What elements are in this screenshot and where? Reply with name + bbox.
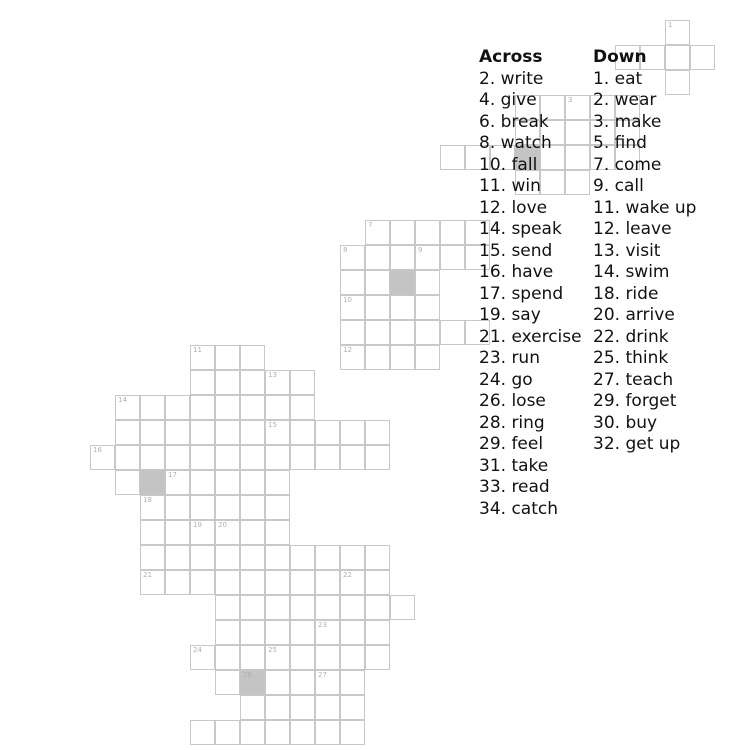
grid-cell[interactable]	[240, 545, 265, 570]
grid-cell[interactable]	[665, 20, 690, 45]
grid-cell[interactable]	[390, 245, 415, 270]
across-clue: 11. win	[479, 176, 541, 196]
cell-number: 3	[568, 96, 573, 104]
grid-cell[interactable]	[215, 470, 240, 495]
grid-cell[interactable]	[365, 420, 390, 445]
across-clue: 4. give	[479, 90, 537, 110]
grid-cell[interactable]	[265, 620, 290, 645]
grid-cell[interactable]	[265, 445, 290, 470]
grid-cell[interactable]	[290, 595, 315, 620]
down-clue: 12. leave	[593, 219, 672, 239]
down-clue: 27. teach	[593, 369, 674, 390]
grid-cell[interactable]	[340, 420, 365, 445]
cell-number: 11	[193, 346, 202, 354]
grid-cell[interactable]	[115, 470, 140, 495]
across-clue: 33. read	[479, 477, 550, 497]
down-clue: 13. visit	[593, 240, 661, 261]
down-clue: 25. think	[593, 348, 669, 368]
grid-cell[interactable]	[265, 695, 290, 720]
grid-cell[interactable]	[165, 470, 190, 495]
grid-cell[interactable]	[165, 570, 190, 595]
grid-cell[interactable]	[365, 570, 390, 595]
grid-cell[interactable]	[340, 445, 365, 470]
grid-cell[interactable]	[440, 320, 465, 345]
grid-cell[interactable]	[165, 545, 190, 570]
grid-cell[interactable]	[290, 720, 315, 745]
grid-cell[interactable]	[215, 445, 240, 470]
cell-number: 1	[668, 21, 673, 29]
cell-number: 15	[268, 421, 277, 429]
grid-cell[interactable]	[415, 320, 440, 345]
grid-cell[interactable]	[390, 595, 415, 620]
grid-cell[interactable]	[240, 520, 265, 545]
grid-cell[interactable]	[365, 270, 390, 295]
grid-cell[interactable]	[390, 320, 415, 345]
grid-cell[interactable]	[315, 445, 340, 470]
grid-cell[interactable]	[340, 720, 365, 745]
across-clue: 16. have	[479, 262, 554, 282]
grid-cell[interactable]	[340, 545, 365, 570]
across-clue: 24. go	[479, 369, 533, 390]
across-clue: 6. break	[479, 111, 549, 132]
grid-cell[interactable]	[440, 220, 465, 245]
grid-cell[interactable]	[365, 595, 390, 620]
grid-cell[interactable]	[340, 295, 365, 320]
cell-number: 8	[343, 246, 348, 254]
grid-cell[interactable]	[115, 420, 140, 445]
grid-cell[interactable]	[240, 695, 265, 720]
grid-cell[interactable]	[315, 545, 340, 570]
grid-cell[interactable]	[190, 420, 215, 445]
across-clue: 29. feel	[479, 434, 544, 454]
down-clue: 22. drink	[593, 326, 669, 347]
grid-cell[interactable]	[215, 670, 240, 695]
grid-cell[interactable]	[315, 595, 340, 620]
grid-cell[interactable]	[365, 445, 390, 470]
grid-cell[interactable]	[390, 295, 415, 320]
grid-cell[interactable]	[315, 645, 340, 670]
shaded-grid-cell[interactable]	[390, 270, 415, 295]
across-heading: Across	[479, 47, 543, 67]
grid-cell[interactable]	[265, 370, 290, 395]
across-clue: 23. run	[479, 348, 540, 368]
grid-cell[interactable]	[290, 420, 315, 445]
grid-cell[interactable]	[240, 395, 265, 420]
grid-cell[interactable]	[340, 345, 365, 370]
grid-cell[interactable]	[290, 570, 315, 595]
grid-cell[interactable]	[440, 145, 465, 170]
across-clue: 15. send	[479, 240, 553, 261]
across-clue: 31. take	[479, 455, 549, 476]
grid-cell[interactable]	[440, 245, 465, 270]
grid-cell[interactable]	[265, 570, 290, 595]
grid-cell[interactable]	[190, 345, 215, 370]
grid-cell[interactable]	[190, 570, 215, 595]
grid-cell[interactable]	[415, 345, 440, 370]
across-clue: 12. love	[479, 197, 548, 218]
grid-cell[interactable]	[265, 670, 290, 695]
grid-cell[interactable]	[290, 695, 315, 720]
cell-number: 25	[268, 646, 277, 654]
grid-cell[interactable]	[240, 645, 265, 670]
cell-number: 16	[93, 446, 102, 454]
cell-number: 23	[318, 621, 327, 629]
grid-cell[interactable]	[140, 570, 165, 595]
grid-cell[interactable]	[165, 495, 190, 520]
grid-cell[interactable]	[365, 345, 390, 370]
down-clue: 3. make	[593, 111, 662, 132]
grid-cell[interactable]	[215, 645, 240, 670]
grid-cell[interactable]	[290, 545, 315, 570]
grid-cell[interactable]	[240, 620, 265, 645]
down-clue: 30. buy	[593, 412, 658, 433]
cell-number: 10	[343, 296, 352, 304]
grid-cell[interactable]	[240, 445, 265, 470]
shaded-grid-cell[interactable]	[140, 470, 165, 495]
across-clues	[479, 47, 582, 520]
grid-cell[interactable]	[165, 445, 190, 470]
grid-cell[interactable]	[240, 495, 265, 520]
grid-cell[interactable]	[90, 445, 115, 470]
grid-cell[interactable]	[190, 395, 215, 420]
across-clue: 21. exercise	[479, 326, 582, 347]
grid-cell[interactable]	[215, 545, 240, 570]
grid-cell[interactable]	[290, 620, 315, 645]
cell-number: 20	[218, 521, 227, 529]
grid-cell[interactable]	[240, 420, 265, 445]
grid-cell[interactable]	[140, 495, 165, 520]
grid-cell[interactable]	[190, 370, 215, 395]
grid-cell[interactable]	[140, 520, 165, 545]
grid-cell[interactable]	[140, 545, 165, 570]
grid-cell[interactable]	[315, 570, 340, 595]
grid-cell[interactable]	[190, 720, 215, 745]
down-clue: 29. forget	[593, 391, 677, 411]
cell-number: 21	[143, 571, 152, 579]
cell-number: 22	[343, 571, 352, 579]
grid-cell[interactable]	[240, 345, 265, 370]
grid-cell[interactable]	[415, 270, 440, 295]
grid-cell[interactable]	[340, 245, 365, 270]
down-clues	[593, 47, 696, 456]
grid-cell[interactable]	[415, 295, 440, 320]
grid-cell[interactable]	[165, 420, 190, 445]
grid-cell[interactable]	[340, 645, 365, 670]
grid-cell[interactable]	[415, 220, 440, 245]
down-clue: 2. wear	[593, 90, 657, 110]
grid-cell[interactable]	[290, 645, 315, 670]
cell-number: 12	[343, 346, 352, 354]
grid-cell[interactable]	[240, 595, 265, 620]
grid-cell[interactable]	[215, 495, 240, 520]
grid-cell[interactable]	[290, 445, 315, 470]
grid-cell[interactable]	[290, 395, 315, 420]
down-clue: 1. eat	[593, 68, 643, 89]
across-clue: 8. watch	[479, 133, 552, 153]
grid-cell[interactable]	[290, 670, 315, 695]
across-clue: 28. ring	[479, 412, 545, 433]
grid-cell[interactable]	[340, 620, 365, 645]
grid-cell[interactable]	[190, 520, 215, 545]
grid-cell[interactable]	[365, 295, 390, 320]
grid-cell[interactable]	[215, 595, 240, 620]
grid-cell[interactable]	[315, 695, 340, 720]
grid-cell[interactable]	[215, 620, 240, 645]
down-clue: 11. wake up	[593, 197, 697, 218]
grid-cell[interactable]	[215, 345, 240, 370]
cell-number: 7	[368, 221, 373, 229]
cell-number: 9	[418, 246, 423, 254]
across-clue: 17. spend	[479, 283, 564, 304]
grid-cell[interactable]	[340, 695, 365, 720]
grid-cell[interactable]	[240, 720, 265, 745]
down-clue: 18. ride	[593, 283, 659, 304]
down-clue: 32. get up	[593, 434, 681, 454]
grid-cell[interactable]	[190, 545, 215, 570]
grid-cell[interactable]	[265, 645, 290, 670]
grid-cell[interactable]	[265, 470, 290, 495]
grid-cell[interactable]	[165, 520, 190, 545]
down-clue: 9. call	[593, 176, 644, 196]
grid-cell[interactable]	[240, 370, 265, 395]
grid-cell[interactable]	[265, 520, 290, 545]
down-clue: 7. come	[593, 154, 662, 175]
grid-cell[interactable]	[340, 570, 365, 595]
across-clue-list	[479, 69, 582, 521]
cell-number: 24	[193, 646, 202, 654]
cell-number: 18	[143, 496, 152, 504]
grid-cell[interactable]	[365, 545, 390, 570]
across-clue: 2. write	[479, 68, 544, 89]
across-clue: 34. catch	[479, 498, 558, 519]
grid-cell[interactable]	[315, 670, 340, 695]
grid-cell[interactable]	[265, 720, 290, 745]
grid-cell[interactable]	[365, 320, 390, 345]
down-heading: Down	[593, 47, 647, 67]
grid-cell[interactable]	[215, 395, 240, 420]
grid-cell[interactable]	[315, 420, 340, 445]
cell-number: 26	[243, 671, 252, 679]
grid-cell[interactable]	[340, 595, 365, 620]
grid-cell[interactable]	[340, 270, 365, 295]
grid-cell[interactable]	[415, 245, 440, 270]
grid-cell[interactable]	[390, 345, 415, 370]
across-clue: 26. lose	[479, 391, 546, 411]
grid-cell[interactable]	[265, 395, 290, 420]
grid-cell[interactable]	[215, 420, 240, 445]
across-clue: 10. fall	[479, 154, 538, 175]
grid-cell[interactable]	[190, 645, 215, 670]
grid-cell[interactable]	[365, 645, 390, 670]
grid-cell[interactable]	[265, 495, 290, 520]
grid-cell[interactable]	[315, 720, 340, 745]
grid-cell[interactable]	[115, 445, 140, 470]
grid-cell[interactable]	[390, 220, 415, 245]
grid-cell[interactable]	[215, 520, 240, 545]
grid-cell[interactable]	[265, 595, 290, 620]
cell-number: 17	[168, 471, 177, 479]
grid-cell[interactable]	[240, 570, 265, 595]
grid-cell[interactable]	[340, 320, 365, 345]
down-clue: 5. find	[593, 133, 647, 153]
grid-cell[interactable]	[340, 670, 365, 695]
down-clue: 20. arrive	[593, 305, 675, 325]
down-clue-list	[593, 69, 696, 456]
grid-cell[interactable]	[240, 470, 265, 495]
grid-cell[interactable]	[365, 220, 390, 245]
grid-cell[interactable]	[365, 620, 390, 645]
grid-cell[interactable]	[140, 395, 165, 420]
grid-cell[interactable]	[290, 370, 315, 395]
grid-cell[interactable]	[140, 420, 165, 445]
grid-cell[interactable]	[215, 570, 240, 595]
grid-cell[interactable]	[265, 545, 290, 570]
cell-number: 14	[118, 396, 127, 404]
cell-number: 27	[318, 671, 327, 679]
grid-cell[interactable]	[265, 420, 290, 445]
grid-cell[interactable]	[215, 370, 240, 395]
shaded-grid-cell[interactable]	[240, 670, 265, 695]
grid-cell[interactable]	[365, 245, 390, 270]
grid-cell[interactable]	[190, 470, 215, 495]
grid-cell[interactable]	[315, 620, 340, 645]
down-clue: 14. swim	[593, 262, 670, 282]
grid-cell[interactable]	[115, 395, 140, 420]
across-clue: 14. speak	[479, 219, 562, 239]
grid-cell[interactable]	[165, 395, 190, 420]
grid-cell[interactable]	[190, 495, 215, 520]
cell-number: 13	[268, 371, 277, 379]
grid-cell[interactable]	[190, 445, 215, 470]
cell-number: 19	[193, 521, 202, 529]
grid-cell[interactable]	[140, 445, 165, 470]
grid-cell[interactable]	[215, 720, 240, 745]
across-clue: 19. say	[479, 305, 541, 325]
